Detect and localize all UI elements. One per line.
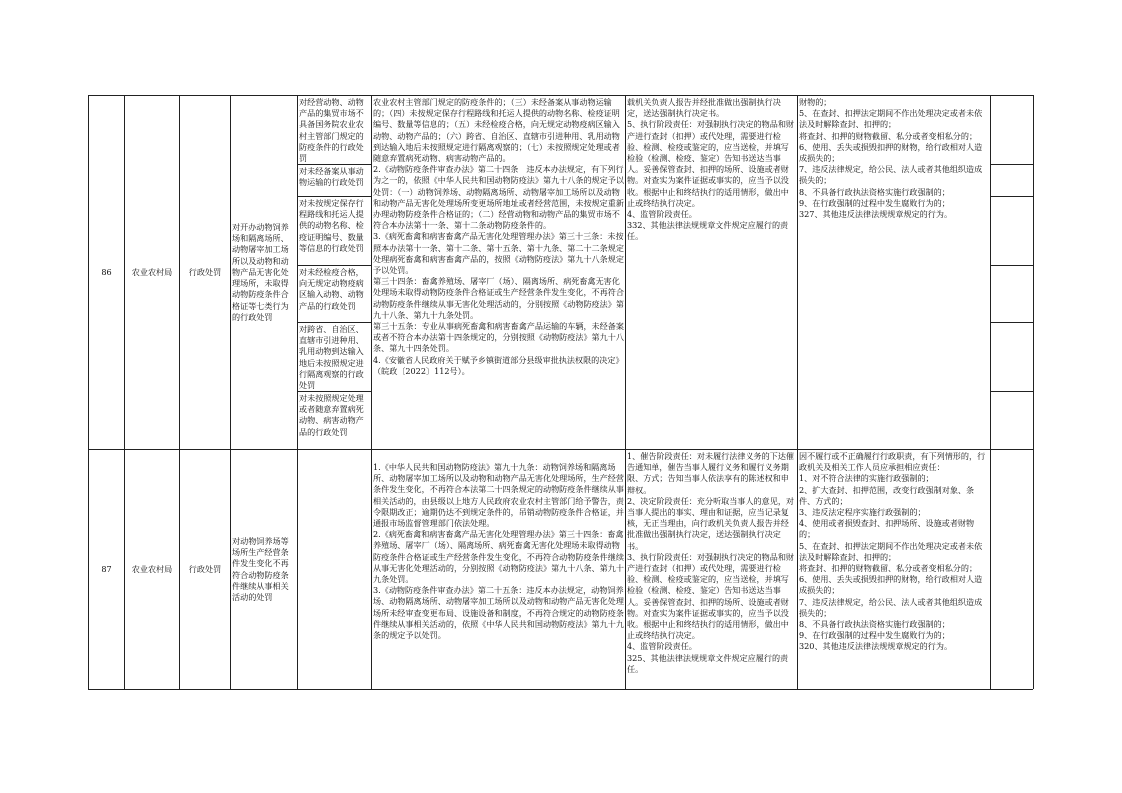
col-line-3 (230, 95, 231, 689)
sub-divider (297, 322, 371, 323)
sub-divider (297, 196, 371, 197)
col-line-5 (371, 95, 372, 689)
col-line-8 (990, 95, 991, 689)
sub-item: 对经营动物、动物产品的集贸市场不具备国务院农业农村主管部门规定的防疫条件的行政处罚 (299, 97, 364, 164)
table-bottom-border (88, 689, 1033, 690)
item-name (232, 450, 296, 689)
row-number: 87 (101, 563, 112, 574)
sub-divider (297, 391, 371, 392)
department: 农业农村局 (131, 563, 173, 574)
last-col-divider (990, 196, 1033, 197)
last-col-divider (990, 164, 1033, 165)
sub-item: 对未按规定保存行程路线和托运人提供的动物名称、检疫证明编号、数量等信息的行政处罚 (299, 198, 364, 253)
last-col-divider (990, 265, 1033, 266)
sub-divider (297, 164, 371, 165)
col-line-4 (297, 95, 298, 689)
item-name (232, 96, 296, 449)
col-line-9 (1033, 95, 1034, 689)
sub-item: 对跨省、自治区、直辖市引进种用、乳用动物到达输入地后未按照规定进行隔离观察的行政处罚 (299, 324, 364, 391)
col-line-6 (625, 95, 626, 689)
sub-item: 对未经检疫合格，向无规定动物疫病区输入动物、动物产品的行政处罚 (299, 267, 364, 311)
last-col-divider (990, 322, 1033, 323)
power-category: 行政处罚 (188, 563, 222, 574)
accountability: 因不履行或不正确履行行政职责，有下列情形的，行政机关及相关工作人员应承担相应责任： 1、对不符合法律的实施行政强制的； 2、扩大查封、扣押范围，改变行政强制对象、条件、方式的； 3、违反法定程序实施行政强制的； 4、使用或者损毁查封、扣押场所、设施或者财物的； 5、在查封、扣押法定期间不作出处理决定或者未依法及时解除查封、扣押的； 将查封、扣押的财物截留、私分或者变相私分的； 6、使用、丢失或损毁扣押的财物，给行政相对人造成损失的； 7、违反法律规定，给公民、法人或者其他组织造成损失的； 8、不具备行政执法资格实施行政强制的； 9、在行政强制的过程中发生腐败行为的； 320、其他违反法律法规规章规定的行为。 (799, 451, 986, 652)
sub-item: 对未经备案从事动物运输的行政处罚 (299, 166, 364, 188)
department: 农业农村局 (131, 266, 173, 277)
col-line-7 (797, 95, 798, 689)
last-col-divider (990, 391, 1033, 392)
item-name-text: 对动物饲养场等场所生产经营条件发生变化不再符合动物防疫条件继续从事相关活动的处罚 (232, 535, 289, 602)
responsibilities: 载机关负责人报告并经批准做出强制执行决定，送达强制执行决定书。 5、执行阶段责任：对强制执行决定的物品和财产进行查封（扣押）或代处理，需要进行检验、检测、检疫或鉴定的，应当送检，并填写检验（检测、检疫、鉴定）告知书送达当事人。妥善保管查封、扣押的场所、设施或者财物。对查实为案件证据或事实的，应当予以没收。根据中止和终结执行的适用情形，做出中止或终结执行决定。 4、监管阶段责任。 332、其他法律法规规章文件规定应履行的责任。 (627, 97, 795, 242)
sub-item: 对未按照规定处理或者随意弃置病死动物、病害动物产品的行政处罚 (299, 393, 364, 437)
legal-basis: 1.《中华人民共和国动物防疫法》第九十九条：动物饲养场和隔离场所、动物屠宰加工场所以及动物和动物产品无害化处理场所，生产经营条件发生变化，不再符合本法第二十四条规定的动物防疫条件继续从事相关活动的，由县级以上地方人民政府农业农村主管部门给予警告，责令限期改正；逾期仍达不到规定条件的，吊销动物防疫条件合格证，并通报市场监督管理部门依法处理。 2.《病死畜禽和病害畜禽产品无害化处理管理办法》第三十四条：畜禽养殖场、屠宰厂（场）、隔离场所、病死畜禽无害化处理场未取得动物防疫条件合格证或生产经营条件发生变化，不再符合动物防疫条件继续从事无害化处理活动的，分别按照《动物防疫法》第九十八条、第九十九条处罚。 3.《动物防疫条件审查办法》第二十五条：违反本办法规定，动物饲养场、动物隔离场所、动物屠宰加工场所以及动物和动物产品无害化处理场所未经审查变更布局、设施设备和制度，不再符合规定的动物防疫条件继续从事相关活动的，依照《中华人民共和国动物防疫法》第九十九条的规定予以处罚。 (373, 462, 624, 641)
item-name-text: 对开办动物饲养场和隔离场所、动物屠宰加工场所以及动物和动物产品无害化处理场所，未取得动物防疫条件合格证等七类行为的行政处罚 (232, 222, 289, 322)
responsibilities: 1、催告阶段责任：对未履行法律义务的下达催告通知单，催告当事人履行义务和履行义务期限、方式；告知当事人依法享有的陈述权和申辩权。 2、决定阶段责任：充分听取当事人的意见，对当事人提出的事实、理由和证据，应当记录复核，无正当理由，向行政机关负责人报告并经批准做出强制执行决定，送达强制执行决定书。 3、执行阶段责任：对强制执行决定的物品和财产进行查封（扣押）或代处理，需要进行检验、检测、检疫或鉴定的，应当送检，并填写检验（检测、检疫、鉴定）告知书送达当事人。妥善保管查封、扣押的场所、设施或者财物。对查实为案件证据或事实的，应当予以没收。根据中止和终结执行的适用情形，做出中止或终结执行决定。 4、监管阶段责任。 325、其他法律法规规章文件规定应履行的责任。 (627, 451, 795, 674)
accountability: 财物的； 5、在查封、扣押法定期间不作出处理决定或者未依法及时解除查封、扣押的； 将查封、扣押的财物截留、私分或者变相私分的； 6、使用、丢失或损毁扣押的财物，给行政相对人造成损失的； 7、违反法律规定，给公民、法人或者其他组织造成损失的； 8、不具备行政执法资格实施行政强制的； 9、在行政强制的过程中发生腐败行为的； 327、其他违反法律法规规章规定的行为。 (799, 97, 983, 220)
sub-divider (297, 265, 371, 266)
legal-basis: 农业农村主管部门规定的防疫条件的；（三）未经备案从事动物运输的；（四）未按规定保存行程路线和托运人提供的动物名称、检疫证明编号、数量等信息的；（五）未经检疫合格，向无规定动物疫病区输入动物、动物产品的；（六）跨省、自治区、直辖市引进种用、乳用动物到达输入地后未按照规定进行隔离观察的；（七）未按照规定处理或者随意弃置病死动物、病害动物产品的。 2.《动物防疫条件审查办法》第二十四条 违反本办法规定，有下列行为之一的，依照《中华人民共和国动物防疫法》第九十八条的规定予以处罚：（一）动物饲养场、动物隔离场所、动物屠宰加工场所以及动物和动物产品无害化处理场所变更场所地址或者经营范围，未按规定重新办理动物防疫条件合格证的；（二）经营动物和动物产品的集贸市场不符合本办法第十一条、第十二条动物防疫条件的。 3.《病死畜禽和病害畜禽产品无害化处理管理办法》第三十三条：未按照本办法第十一条、第十二条、第十五条、第十九条、第二十二条规定处理病死畜禽和病害畜禽产品的，按照《动物防疫法》第九十八条规定予以处罚。 第三十四条：畜禽养殖场、屠宰厂（场）、隔离场所、病死畜禽无害化处理场未取得动物防疫条件合格证或生产经营条件发生变化，不再符合动物防疫条件继续从事无害化处理活动的，分别按照《动物防疫法》第九十八条、第九十九条处罚。 第三十五条：专业从事病死畜禽和病害畜禽产品运输的车辆，未经备案或者不符合本办法第十四条规定的，分别按照《动物防疫法》第九十八条、第九十四条处罚。 4.《安徽省人民政府关于赋予乡镇街道部分县级审批执法权限的决定》（皖政〔2022〕112号）。 (373, 97, 624, 376)
power-category: 行政处罚 (188, 266, 222, 277)
row-number: 86 (101, 266, 112, 277)
